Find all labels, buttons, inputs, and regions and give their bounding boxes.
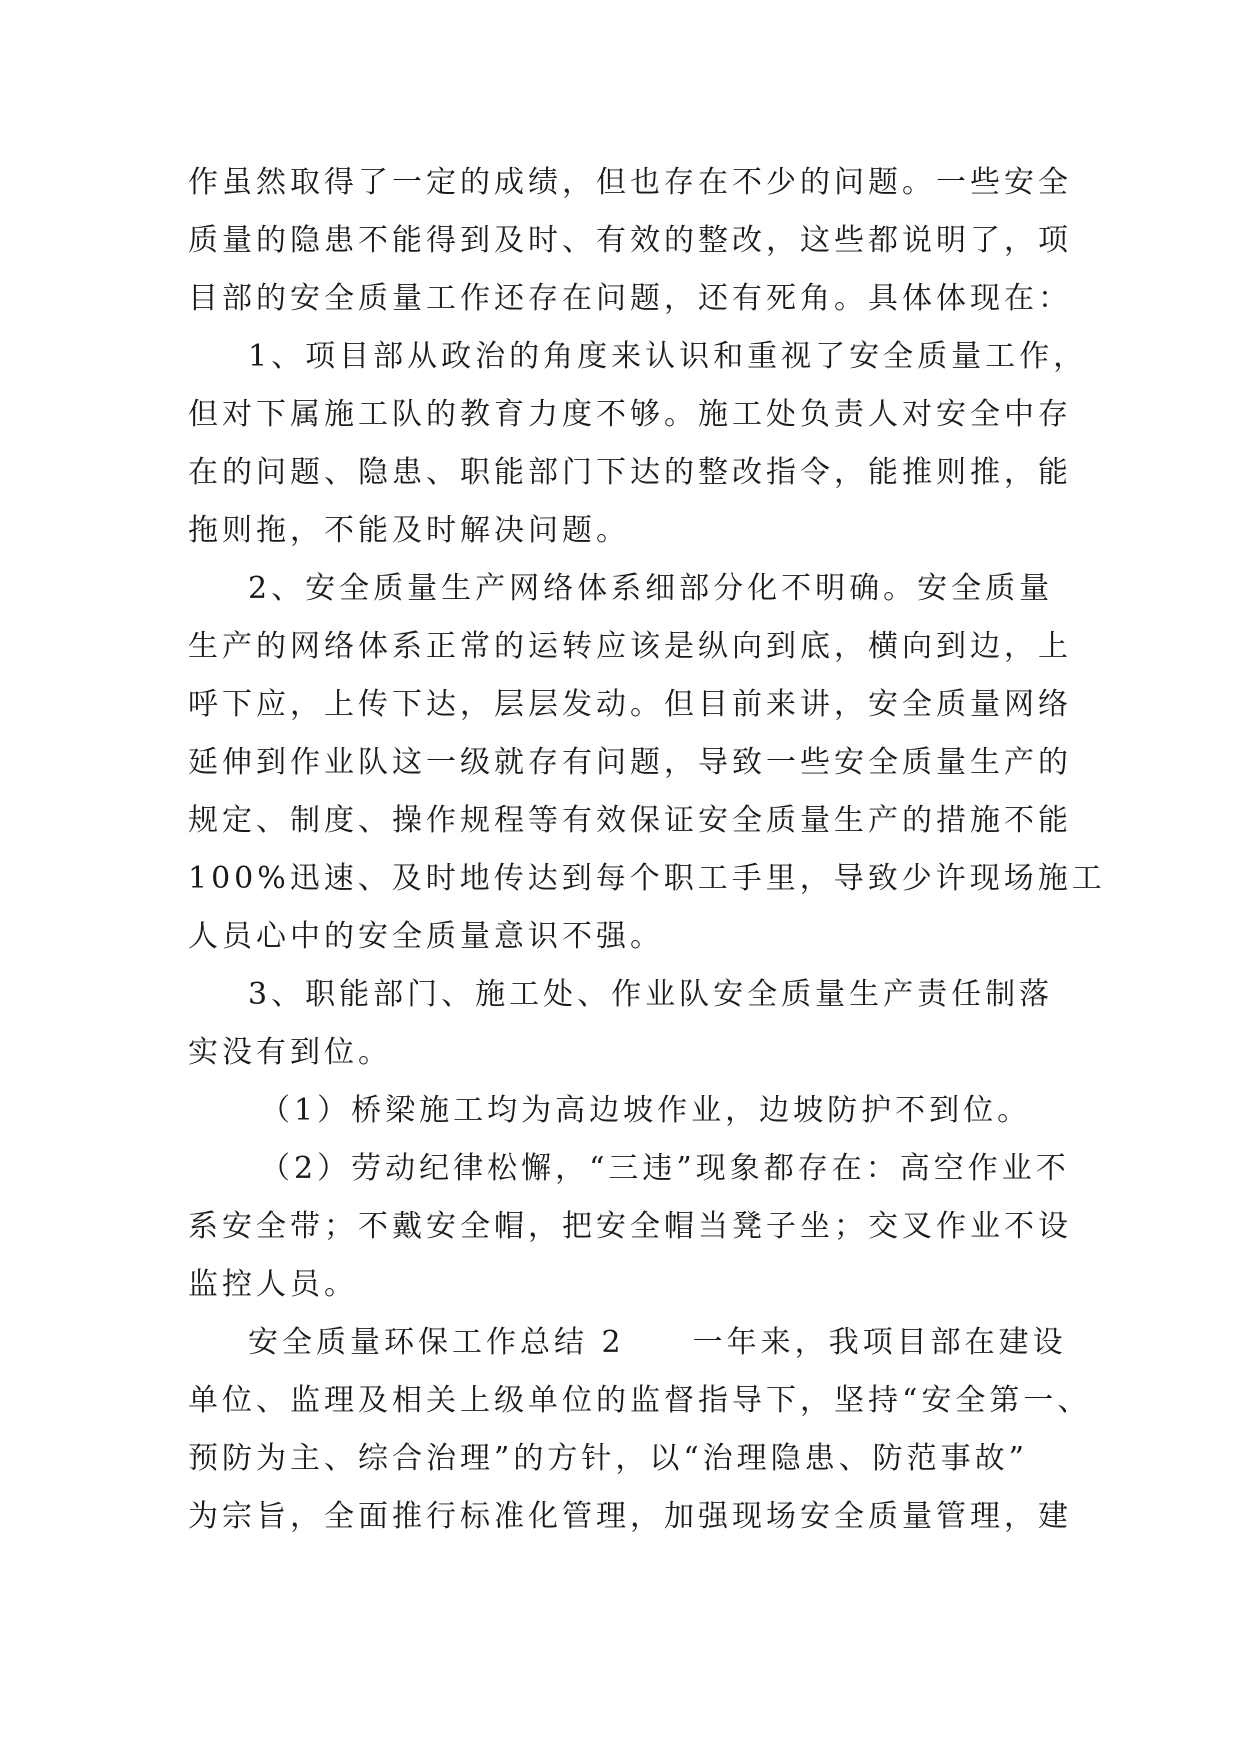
text-line: 系安全带；不戴安全帽，把安全帽当凳子坐；交叉作业不设 (188, 1209, 1072, 1244)
text-line: 拖则拖，不能及时解决问题。 (188, 513, 630, 548)
text-line: （2）劳动纪律松懈，“三违”现象都存在：高空作业不 (260, 1151, 1070, 1186)
text-line: 规定、制度、操作规程等有效保证安全质量生产的措施不能 (188, 803, 1072, 838)
text-line: 质量的隐患不能得到及时、有效的整改，这些都说明了，项 (188, 223, 1072, 258)
text-line: 3、职能部门、施工处、作业队安全质量生产责任制落 (248, 977, 1054, 1012)
text-line: 1、项目部从政治的角度来认识和重视了安全质量工作， (248, 339, 1088, 374)
text-line: 人员心中的安全质量意识不强。 (188, 919, 664, 954)
text-line: 监控人员。 (188, 1267, 358, 1302)
text-line: 单位、监理及相关上级单位的监督指导下，坚持“安全第一、 (188, 1383, 1092, 1418)
document-body (188, 154, 1106, 1546)
text-line: 实没有到位。 (188, 1035, 392, 1070)
text-line: 为宗旨，全面推行标准化管理，加强现场安全质量管理，建 (188, 1499, 1072, 1534)
text-line: 在的问题、隐患、职能部门下达的整改指令，能推则推，能 (188, 455, 1072, 490)
text-line: 预防为主、综合治理”的方针，以“治理隐患、防范事故” (188, 1441, 1029, 1476)
text-line: 但对下属施工队的教育力度不够。施工处负责人对安全中存 (188, 397, 1072, 432)
text-line: 作虽然取得了一定的成绩，但也存在不少的问题。一些安全 (188, 165, 1072, 200)
text-line: 呼下应，上传下达，层层发动。但目前来讲，安全质量网络 (188, 687, 1072, 722)
text-line: 安全质量环保工作总结 2 一年来，我项目部在建设 (248, 1325, 1067, 1360)
text-line: 延伸到作业队这一级就存有问题，导致一些安全质量生产的 (188, 745, 1072, 780)
text-line: 生产的网络体系正常的运转应该是纵向到底，横向到边，上 (188, 629, 1072, 664)
text-line: 2、安全质量生产网络体系细部分化不明确。安全质量 (248, 571, 1054, 606)
text-line: 100%迅速、及时地传达到每个职工手里，导致少许现场施工 (188, 861, 1106, 896)
text-line: （1）桥梁施工均为高边坡作业，边坡防护不到位。 (260, 1093, 1032, 1128)
text-line: 目部的安全质量工作还存在问题，还有死角。具体体现在： (188, 281, 1072, 316)
